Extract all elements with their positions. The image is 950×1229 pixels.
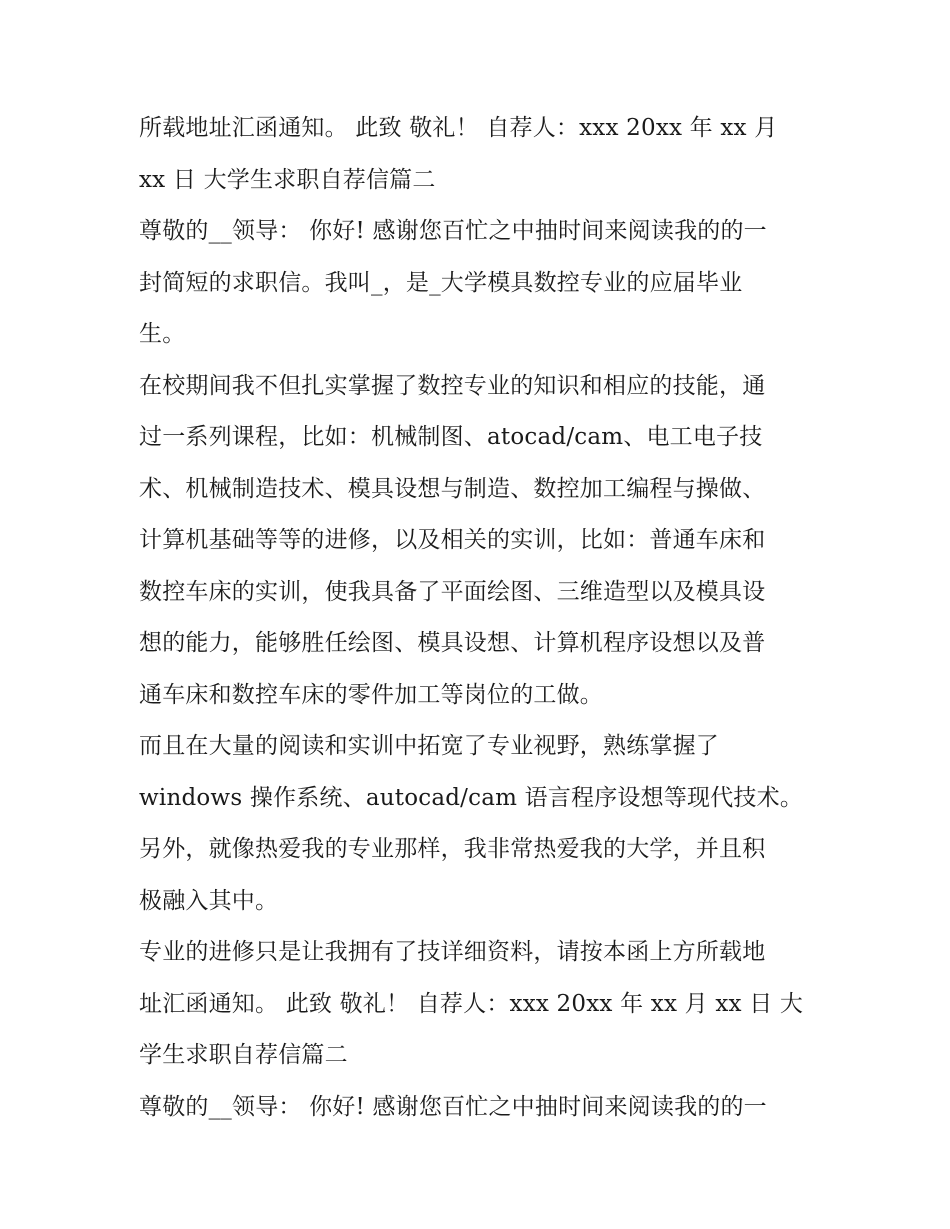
text-line: 而且在大量的阅读和实训中拓宽了专业视野，熟练掌握了 bbox=[139, 733, 719, 759]
text-line: 想的能力，能够胜任绘图、模具设想、计算机程序设想以及普 bbox=[139, 630, 766, 656]
text-line: 另外，就像热爱我的专业那样，我非常热爱我的大学，并且积 bbox=[139, 836, 766, 862]
text-line: 尊敬的__领导： 你好! 感谢您百忙之中抽时间来阅读我的的一 bbox=[139, 218, 767, 244]
text-line: 学生求职自荐信篇二 bbox=[139, 1042, 348, 1068]
text-line: 极融入其中。 bbox=[139, 887, 279, 914]
text-line: 数控车床的实训，使我具备了平面绘图、三维造型以及模具设 bbox=[139, 578, 766, 605]
text-line: 生。 bbox=[139, 321, 186, 347]
text-line: windows 操作系统、autocad/cam 语言程序设想等现代技术。 bbox=[139, 784, 804, 811]
text-line: 所载地址汇函通知。 此致 敬礼！ 自荐人：xxx 20xx 年 xx 月 bbox=[139, 115, 778, 141]
text-line: 封简短的求职信。我叫_，是_大学模具数控专业的应届毕业 bbox=[139, 269, 743, 296]
text-line: 址汇函通知。 此致 敬礼！ 自荐人：xxx 20xx 年 xx 月 xx 日 大 bbox=[139, 990, 804, 1017]
text-line: 过一系列课程，比如：机械制图、atocad/cam、电工电子技 bbox=[139, 424, 763, 450]
text-line: 在校期间我不但扎实掌握了数控专业的知识和相应的技能，通 bbox=[139, 372, 766, 399]
text-line: xx 日 大学生求职自荐信篇二 bbox=[139, 166, 436, 193]
text-line: 术、机械制造技术、模具设想与制造、数控加工编程与操做、 bbox=[139, 475, 766, 502]
text-line: 通车床和数控车床的零件加工等岗位的工做。 bbox=[139, 681, 603, 708]
text-line: 专业的进修只是让我拥有了技详细资料，请按本函上方所载地 bbox=[139, 939, 766, 965]
text-line: 尊敬的__领导： 你好! 感谢您百忙之中抽时间来阅读我的的一 bbox=[139, 1093, 767, 1120]
body-text bbox=[139, 103, 819, 1133]
text-line: 计算机基础等等的进修，以及相关的实训，比如：普通车床和 bbox=[139, 527, 766, 553]
